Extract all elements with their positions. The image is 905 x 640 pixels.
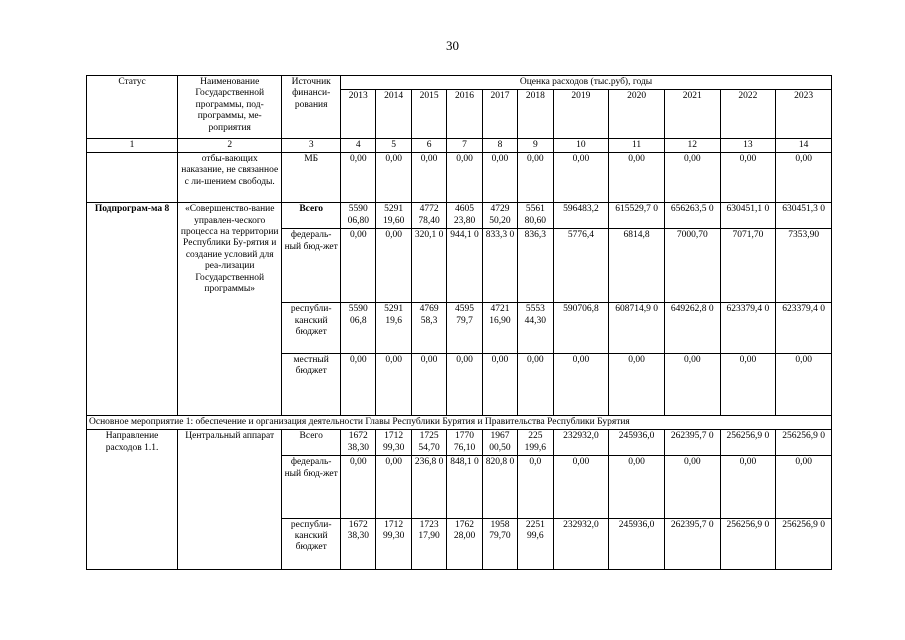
value-cell: 1762 28,00 bbox=[447, 518, 482, 569]
value-cell: 0,00 bbox=[341, 456, 376, 518]
column-number: 4 bbox=[341, 138, 376, 152]
value-cell: 820,8 0 bbox=[482, 456, 517, 518]
value-cell: 236,8 0 bbox=[411, 456, 446, 518]
value-cell: 4595 79,7 bbox=[447, 303, 482, 353]
source-cell: местный бюджет bbox=[282, 353, 341, 415]
status-cell: Подпрограм-ма 8 bbox=[87, 203, 178, 416]
value-cell: 0,00 bbox=[720, 353, 776, 415]
name-cell: отбы-вающих наказание, не связанное с ли-шением свободы. bbox=[178, 153, 282, 203]
value-cell: 0,00 bbox=[553, 353, 609, 415]
header-estimate: Оценка расходов (тыс.руб), годы bbox=[341, 76, 832, 90]
column-number: 11 bbox=[609, 138, 665, 152]
value-cell: 2251 99,6 bbox=[518, 518, 553, 569]
source-cell: МБ bbox=[282, 153, 341, 203]
value-cell: 0,00 bbox=[341, 229, 376, 303]
source-cell: республи-канский бюджет bbox=[282, 518, 341, 569]
value-cell: 232932,0 bbox=[553, 518, 609, 569]
value-cell: 262395,7 0 bbox=[664, 430, 720, 456]
value-cell: 848,1 0 bbox=[447, 456, 482, 518]
page-number: 30 bbox=[446, 38, 459, 53]
value-cell: 7000,70 bbox=[664, 229, 720, 303]
value-cell: 0,00 bbox=[776, 153, 832, 203]
status-cell: Направление расходов 1.1. bbox=[87, 430, 178, 570]
value-cell: 0,00 bbox=[664, 153, 720, 203]
value-cell: 1958 79,70 bbox=[482, 518, 517, 569]
year-header: 2015 bbox=[411, 90, 446, 138]
value-cell: 0,00 bbox=[482, 153, 517, 203]
value-cell: 6814,8 bbox=[609, 229, 665, 303]
value-cell: 0,00 bbox=[553, 153, 609, 203]
value-cell: 5561 80,60 bbox=[518, 203, 553, 229]
value-cell: 245936,0 bbox=[609, 518, 665, 569]
value-cell: 7071,70 bbox=[720, 229, 776, 303]
value-cell: 5776,4 bbox=[553, 229, 609, 303]
value-cell: 0,00 bbox=[518, 153, 553, 203]
value-cell: 0,00 bbox=[609, 456, 665, 518]
value-cell: 0,00 bbox=[720, 456, 776, 518]
year-header: 2016 bbox=[447, 90, 482, 138]
year-header: 2022 bbox=[720, 90, 776, 138]
value-cell: 0,00 bbox=[447, 353, 482, 415]
source-cell: федераль-ный бюд-жет bbox=[282, 229, 341, 303]
value-cell: 1672 38,30 bbox=[341, 518, 376, 569]
column-number: 1 bbox=[87, 138, 178, 152]
value-cell: 0,00 bbox=[482, 353, 517, 415]
value-cell: 5590 06,80 bbox=[341, 203, 376, 229]
section-title: Основное мероприятие 1: обеспечение и организация деятельности Главы Республики Бурятия и Правительства Республики Бурятия bbox=[87, 415, 832, 429]
value-cell: 4729 50,20 bbox=[482, 203, 517, 229]
value-cell: 0,00 bbox=[411, 153, 446, 203]
value-cell: 1712 99,30 bbox=[376, 430, 411, 456]
value-cell: 590706,8 bbox=[553, 303, 609, 353]
value-cell: 608714,9 0 bbox=[609, 303, 665, 353]
column-number: 3 bbox=[282, 138, 341, 152]
value-cell: 0,00 bbox=[720, 153, 776, 203]
value-cell: 836,3 bbox=[518, 229, 553, 303]
source-cell: республи-канский бюджет bbox=[282, 303, 341, 353]
value-cell: 0,00 bbox=[376, 456, 411, 518]
year-header: 2013 bbox=[341, 90, 376, 138]
column-number: 7 bbox=[447, 138, 482, 152]
value-cell: 1967 00,50 bbox=[482, 430, 517, 456]
budget-table bbox=[86, 75, 832, 570]
value-cell: 615529,7 0 bbox=[609, 203, 665, 229]
value-cell: 262395,7 0 bbox=[664, 518, 720, 569]
value-cell: 1725 54,70 bbox=[411, 430, 446, 456]
value-cell: 1770 76,10 bbox=[447, 430, 482, 456]
column-number: 6 bbox=[411, 138, 446, 152]
source-cell: Всего bbox=[282, 430, 341, 456]
year-header: 2017 bbox=[482, 90, 517, 138]
value-cell: 630451,3 0 bbox=[776, 203, 832, 229]
value-cell: 4769 58,3 bbox=[411, 303, 446, 353]
year-header: 2019 bbox=[553, 90, 609, 138]
value-cell: 1672 38,30 bbox=[341, 430, 376, 456]
value-cell: 649262,8 0 bbox=[664, 303, 720, 353]
year-header: 2018 bbox=[518, 90, 553, 138]
value-cell: 5291 19,6 bbox=[376, 303, 411, 353]
value-cell: 245936,0 bbox=[609, 430, 665, 456]
value-cell: 5590 06,8 bbox=[341, 303, 376, 353]
value-cell: 7353,90 bbox=[776, 229, 832, 303]
name-cell: «Совершенство-вание управлен-ческого процесса на территории Республики Бу-рятия и создание условий для реа-лизации Государственной программы» bbox=[178, 203, 282, 416]
value-cell: 0,00 bbox=[341, 353, 376, 415]
value-cell: 256256,9 0 bbox=[776, 430, 832, 456]
value-cell: 0,00 bbox=[553, 456, 609, 518]
value-cell: 320,1 0 bbox=[411, 229, 446, 303]
column-number: 2 bbox=[178, 138, 282, 152]
name-cell: Центральный аппарат bbox=[178, 430, 282, 570]
value-cell: 0,00 bbox=[776, 456, 832, 518]
value-cell: 0,00 bbox=[447, 153, 482, 203]
value-cell: 1712 99,30 bbox=[376, 518, 411, 569]
value-cell: 0,00 bbox=[518, 353, 553, 415]
source-cell: Всего bbox=[282, 203, 341, 229]
value-cell: 944,1 0 bbox=[447, 229, 482, 303]
value-cell: 256256,9 0 bbox=[776, 518, 832, 569]
value-cell: 623379,4 0 bbox=[720, 303, 776, 353]
value-cell: 0,00 bbox=[776, 353, 832, 415]
year-header: 2020 bbox=[609, 90, 665, 138]
value-cell: 4605 23,80 bbox=[447, 203, 482, 229]
header-source: Источник финанси-рования bbox=[282, 76, 341, 139]
year-header: 2021 bbox=[664, 90, 720, 138]
status-cell bbox=[87, 153, 178, 203]
value-cell: 596483,2 bbox=[553, 203, 609, 229]
value-cell: 833,3 0 bbox=[482, 229, 517, 303]
source-cell: федераль-ный бюд-жет bbox=[282, 456, 341, 518]
value-cell: 4772 78,40 bbox=[411, 203, 446, 229]
year-header: 2023 bbox=[776, 90, 832, 138]
value-cell: 0,00 bbox=[411, 353, 446, 415]
column-number: 10 bbox=[553, 138, 609, 152]
column-number: 12 bbox=[664, 138, 720, 152]
value-cell: 0,00 bbox=[664, 456, 720, 518]
column-number: 5 bbox=[376, 138, 411, 152]
value-cell: 256256,9 0 bbox=[720, 518, 776, 569]
column-number: 13 bbox=[720, 138, 776, 152]
value-cell: 1723 17,90 bbox=[411, 518, 446, 569]
value-cell: 0,00 bbox=[341, 153, 376, 203]
value-cell: 0,00 bbox=[609, 153, 665, 203]
value-cell: 225 199,6 bbox=[518, 430, 553, 456]
value-cell: 5291 19,60 bbox=[376, 203, 411, 229]
value-cell: 0,00 bbox=[376, 229, 411, 303]
value-cell: 0,00 bbox=[609, 353, 665, 415]
value-cell: 623379,4 0 bbox=[776, 303, 832, 353]
header-status: Статус bbox=[87, 76, 178, 139]
value-cell: 656263,5 0 bbox=[664, 203, 720, 229]
year-header: 2014 bbox=[376, 90, 411, 138]
value-cell: 0,00 bbox=[376, 153, 411, 203]
value-cell: 4721 16,90 bbox=[482, 303, 517, 353]
value-cell: 630451,1 0 bbox=[720, 203, 776, 229]
column-number: 9 bbox=[518, 138, 553, 152]
value-cell: 256256,9 0 bbox=[720, 430, 776, 456]
column-number: 8 bbox=[482, 138, 517, 152]
value-cell: 5553 44,30 bbox=[518, 303, 553, 353]
header-name: Наименование Государственной программы, под-программы, ме-роприятия bbox=[178, 76, 282, 139]
column-number: 14 bbox=[776, 138, 832, 152]
value-cell: 0,0 bbox=[518, 456, 553, 518]
value-cell: 0,00 bbox=[376, 353, 411, 415]
value-cell: 0,00 bbox=[664, 353, 720, 415]
value-cell: 232932,0 bbox=[553, 430, 609, 456]
